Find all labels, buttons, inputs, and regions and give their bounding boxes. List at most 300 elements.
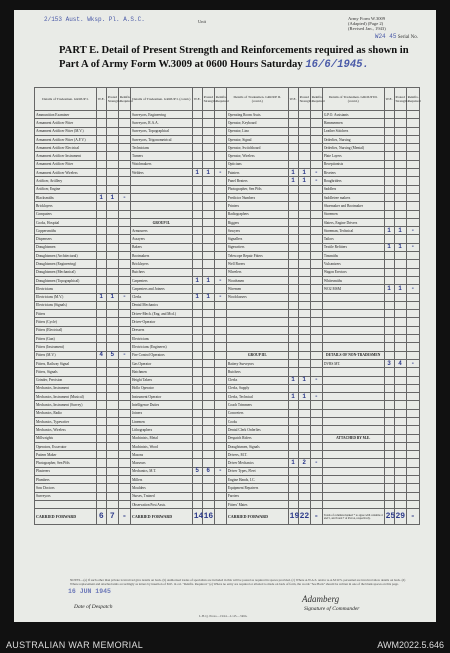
posted-value (394, 310, 406, 318)
reinf-value (214, 252, 226, 260)
posted-value (202, 243, 214, 251)
trade-name: Draughtsmen (Architectural) (35, 252, 97, 260)
trade-name: Hatchmen (130, 368, 192, 376)
trade-name: Drivers, M.T. (226, 451, 288, 459)
posted-value (202, 384, 214, 392)
title-date: 16/6/1945. (305, 59, 369, 71)
trade-name (322, 476, 384, 484)
posted-value (202, 409, 214, 417)
posted-value (106, 227, 118, 235)
we-value: 1 (96, 193, 106, 201)
reinf-value (310, 119, 322, 127)
table-row (35, 260, 420, 268)
title-text: Detail of Present Strength and Reinforcements required as shown in Part A of Army Form W.3009 at 0600 Hours Saturday (59, 45, 409, 70)
reinf-value (406, 185, 419, 193)
table-row (35, 185, 420, 193)
reinf-value (310, 152, 322, 160)
we-value: 4 (96, 351, 106, 359)
we-value (288, 293, 298, 301)
reinf-value (310, 243, 322, 251)
cf-g3-posted: 22 (298, 509, 310, 525)
trade-name (226, 335, 288, 343)
reinf-value (406, 401, 419, 409)
reinf-value (406, 310, 419, 318)
trade-name: Operating Room Assts. (226, 111, 288, 119)
we-value: 1 (192, 169, 202, 177)
reinf-value (310, 301, 322, 309)
posted-value (202, 417, 214, 425)
we-value (96, 276, 106, 284)
reinf-value (406, 426, 419, 434)
carried-forward-label: CARRIED FORWARD (35, 509, 97, 525)
reinf-value (310, 260, 322, 268)
posted-value (298, 193, 310, 201)
posted-value (394, 252, 406, 260)
posted-value (202, 227, 214, 235)
reinf-value: - (406, 359, 419, 367)
posted-value (202, 193, 214, 201)
posted-value (106, 160, 118, 168)
trade-name (322, 343, 384, 351)
trade-name: Armament Artificer Fitter (M.V.) (35, 127, 97, 135)
trade-name: Dispensers (35, 235, 97, 243)
reinf-value (310, 268, 322, 276)
we-value (288, 243, 298, 251)
we-value (192, 326, 202, 334)
trade-name: Moulders (130, 484, 192, 492)
we-value (288, 135, 298, 143)
posted-value (298, 185, 310, 193)
posted-value (202, 326, 214, 334)
trade-name: Photographer, Sen Pfds (35, 459, 97, 467)
trade-name: Equipment Repairers (226, 484, 288, 492)
posted-value (298, 384, 310, 392)
reinf-value: - (118, 351, 130, 359)
reinf-value (214, 484, 226, 492)
trade-name: Electricians (Engineers) (130, 343, 192, 351)
trade-name (322, 401, 384, 409)
trade-name: Saddletree makers (322, 193, 384, 201)
reinf-value (406, 476, 419, 484)
reinf-value (310, 144, 322, 152)
posted-value (202, 119, 214, 127)
reinf-value (310, 335, 322, 343)
we-value (288, 268, 298, 276)
posted-value: 1 (202, 276, 214, 284)
reinf-value (118, 152, 130, 160)
posted-value (394, 119, 406, 127)
we-value (384, 152, 394, 160)
we-value (96, 343, 106, 351)
posted-value (394, 301, 406, 309)
reinf-value (118, 409, 130, 417)
trade-name: Wheelers (226, 268, 288, 276)
reinf-value (310, 417, 322, 425)
reinf-value (214, 260, 226, 268)
trade-name (322, 368, 384, 376)
carried-forward-row (35, 509, 420, 525)
posted-value (394, 326, 406, 334)
posted-value (394, 293, 406, 301)
posted-value (106, 451, 118, 459)
we-value (384, 119, 394, 127)
part-label: PART E. (59, 45, 99, 56)
reinf-value (406, 459, 419, 467)
posted-value (298, 310, 310, 318)
we-value (288, 476, 298, 484)
we-value (192, 160, 202, 168)
reinf-value (214, 451, 226, 459)
posted-value (298, 127, 310, 135)
table-row (35, 343, 420, 351)
we-value (96, 111, 106, 119)
reinf-value (406, 326, 419, 334)
trade-name: Dressers (130, 326, 192, 334)
we-value (384, 500, 394, 508)
we-value (96, 393, 106, 401)
we-value (192, 384, 202, 392)
trade-name: Observation Post Assts. (130, 500, 192, 508)
posted-value (202, 492, 214, 500)
posted-value (394, 235, 406, 243)
reinf-value (118, 368, 130, 376)
group-heading: GROUP III. (226, 351, 288, 359)
reinf-value (310, 218, 322, 226)
we-value (192, 451, 202, 459)
posted-value (394, 351, 406, 359)
reinf-value (214, 417, 226, 425)
group-heading: ATTACHED BY M.E. (322, 434, 384, 442)
col-we: W.E. (384, 88, 394, 111)
table-row (35, 144, 420, 152)
col-reinf: Reinfts. Required (214, 88, 226, 111)
table-row (35, 384, 420, 392)
we-value: 1 (288, 177, 298, 185)
we-value (192, 235, 202, 243)
posted-value (202, 376, 214, 384)
table-row (35, 218, 420, 226)
we-value (96, 384, 106, 392)
posted-value (298, 442, 310, 450)
trade-name: Turners (130, 152, 192, 160)
we-value (384, 268, 394, 276)
posted-value (394, 185, 406, 193)
posted-value (106, 218, 118, 226)
reinf-value (406, 169, 419, 177)
reinf-value (118, 467, 130, 475)
reinf-value (310, 293, 322, 301)
trade-name: Butchers (226, 368, 288, 376)
table-body (35, 111, 420, 509)
we-value (288, 202, 298, 210)
trade-name (130, 193, 192, 201)
cf-g3-reinf: - (310, 509, 322, 525)
reinf-value (214, 351, 226, 359)
we-value (192, 177, 202, 185)
trade-name: Millers (130, 476, 192, 484)
we-value (96, 492, 106, 500)
trade-name: Clerks, Technical (226, 393, 288, 401)
posted-value (106, 144, 118, 152)
table-row (35, 359, 420, 367)
reinf-value (310, 160, 322, 168)
table-row (35, 243, 420, 251)
we-value (96, 177, 106, 185)
we-value (96, 368, 106, 376)
posted-value (394, 484, 406, 492)
trade-name: Height Takers (130, 376, 192, 384)
trade-name: Mechanics, Radio (35, 409, 97, 417)
we-value: 1 (288, 169, 298, 177)
reinf-value (406, 335, 419, 343)
trade-name: Signallers (226, 235, 288, 243)
table-row (35, 459, 420, 467)
trade-name: Coach Trimmers (226, 401, 288, 409)
posted-value (298, 235, 310, 243)
trade-name (322, 310, 384, 318)
posted-value (202, 268, 214, 276)
reinf-value (310, 227, 322, 235)
reinf-value (214, 243, 226, 251)
posted-value (202, 426, 214, 434)
we-value (288, 152, 298, 160)
we-value (384, 193, 394, 201)
reinf-value (118, 177, 130, 185)
unit-label: Unit (198, 19, 207, 24)
trade-name: Grinder, Precision (35, 376, 97, 384)
reinf-value (406, 451, 419, 459)
reinf-value (118, 218, 130, 226)
posted-value: 5 (106, 351, 118, 359)
trade-name: Opticians (226, 160, 288, 168)
reinf-value (310, 326, 322, 334)
we-value (96, 301, 106, 309)
trade-name: Clerks (226, 376, 288, 384)
reinf-value (118, 335, 130, 343)
reinf-value (214, 368, 226, 376)
reinf-value (406, 135, 419, 143)
reinf-value (406, 384, 419, 392)
reinf-value (406, 409, 419, 417)
we-value: 1 (384, 243, 394, 251)
reinf-value (406, 152, 419, 160)
table-row (35, 467, 420, 475)
trade-name: Shoemaker and Bootmaker (322, 202, 384, 210)
trade-name: Surveyors, Trigonometrical (130, 135, 192, 143)
we-value (96, 310, 106, 318)
we-value (192, 252, 202, 260)
we-value (384, 451, 394, 459)
reinf-value (214, 127, 226, 135)
we-value: 1 (384, 227, 394, 235)
trade-name (322, 417, 384, 425)
we-value (288, 218, 298, 226)
trade-name: Farriers (226, 492, 288, 500)
reinf-value: - (310, 393, 322, 401)
reinf-value (406, 484, 419, 492)
table-row (35, 492, 420, 500)
reinf-value (118, 417, 130, 425)
table-row (35, 426, 420, 434)
reinf-value (214, 384, 226, 392)
posted-value (298, 135, 310, 143)
table-row (35, 227, 420, 235)
reinf-value (118, 310, 130, 318)
reinf-value (310, 476, 322, 484)
table-row (35, 318, 420, 326)
table-row (35, 301, 420, 309)
table-row (35, 202, 420, 210)
we-value (384, 177, 394, 185)
reinf-value (310, 202, 322, 210)
trade-name: Painters (226, 169, 288, 177)
cf-g2-reinf (214, 509, 226, 525)
we-value (288, 401, 298, 409)
reinf-value (310, 235, 322, 243)
we-value (288, 144, 298, 152)
commander-signature: Adamberg (302, 594, 340, 604)
we-value: 1 (288, 459, 298, 467)
posted-value (106, 285, 118, 293)
we-value (96, 500, 106, 508)
unit-value: 2/153 Aust. Wksp. Pl. A.S.C. (44, 16, 145, 23)
posted-value (202, 434, 214, 442)
reinf-value (406, 492, 419, 500)
cf-g2-we: 14 (192, 509, 202, 525)
posted-value (394, 393, 406, 401)
posted-value (202, 160, 214, 168)
posted-value (106, 417, 118, 425)
reinf-value: - (118, 293, 130, 301)
posted-value (106, 459, 118, 467)
table-row (35, 401, 420, 409)
posted-value (202, 451, 214, 459)
posted-value (202, 127, 214, 135)
trade-name: Fire Control Operators (130, 351, 192, 359)
reinf-value (214, 285, 226, 293)
we-value (288, 417, 298, 425)
trade-name: Technicians (130, 144, 192, 152)
trade-name: Surveyors (35, 492, 97, 500)
we-value (96, 169, 106, 177)
posted-value: 1 (298, 177, 310, 185)
we-value (192, 185, 202, 193)
trade-name: Draughtsmen (35, 243, 97, 251)
trade-name: Plumbers (35, 476, 97, 484)
reinf-value (406, 293, 419, 301)
table-row (35, 169, 420, 177)
trade-name: Machinists, Metal (130, 434, 192, 442)
trade-name: Telescope Repair Fitters (226, 252, 288, 260)
form-line-2: (Adapted) (Page 2) (348, 21, 384, 27)
posted-value (202, 401, 214, 409)
posted-value (298, 500, 310, 508)
we-value (96, 318, 106, 326)
we-value (96, 442, 106, 450)
trade-name: Storeman, Technical (322, 227, 384, 235)
we-value (384, 384, 394, 392)
reinf-value (310, 492, 322, 500)
we-value (192, 202, 202, 210)
reinf-value (118, 459, 130, 467)
we-value (384, 376, 394, 384)
posted-value (394, 409, 406, 417)
col-reinf: Reinfts. Required (310, 88, 322, 111)
we-value (288, 368, 298, 376)
reinf-value (406, 160, 419, 168)
reinf-value (118, 343, 130, 351)
trade-name (322, 467, 384, 475)
trade-name (130, 210, 192, 218)
date-stamp: 16 JUN 1945 (68, 588, 111, 595)
reinf-value (214, 235, 226, 243)
reinf-value (406, 144, 419, 152)
posted-value (394, 218, 406, 226)
we-value (192, 426, 202, 434)
trade-name: Roughriders (322, 177, 384, 185)
posted-value (298, 426, 310, 434)
we-value (384, 293, 394, 301)
trade-name: Orderlies, Nursing (322, 135, 384, 143)
we-value (288, 426, 298, 434)
reinf-value (118, 301, 130, 309)
posted-value (106, 169, 118, 177)
trade-name: Ammunition Examiner (35, 111, 97, 119)
reinf-value (214, 135, 226, 143)
we-value (288, 484, 298, 492)
we-value (288, 434, 298, 442)
trade-name: Fitters (Cycle) (35, 318, 97, 326)
reinf-value (214, 202, 226, 210)
we-value (192, 243, 202, 251)
reinf-value (406, 376, 419, 384)
posted-value (394, 476, 406, 484)
we-value (96, 227, 106, 235)
posted-value (298, 301, 310, 309)
table-row (35, 135, 420, 143)
trade-name: Artificer, Artillery (35, 177, 97, 185)
posted-value (394, 144, 406, 152)
we-value (192, 310, 202, 318)
we-value (96, 127, 106, 135)
we-value (384, 202, 394, 210)
reinf-value (406, 276, 419, 284)
posted-value: 6 (202, 467, 214, 475)
we-value (96, 285, 106, 293)
col-posted: Posted Strength (298, 88, 310, 111)
trade-name: Mechanics, Typewriter (35, 417, 97, 425)
trade-name: Intelligence Duties (130, 401, 192, 409)
posted-value (106, 260, 118, 268)
we-value (384, 111, 394, 119)
trade-name: Surveyors, Topographical (130, 127, 192, 135)
we-value (192, 434, 202, 442)
posted-value (106, 484, 118, 492)
posted-value (298, 160, 310, 168)
trade-name: Bricklayers (130, 260, 192, 268)
trade-name: Fitters, Signals (35, 368, 97, 376)
reinf-value: - (310, 177, 322, 185)
posted-value (394, 417, 406, 425)
reinf-value (406, 218, 419, 226)
reinf-value (214, 268, 226, 276)
we-value (96, 210, 106, 218)
trade-name: Pattern Maker (35, 451, 97, 459)
we-value (192, 459, 202, 467)
reinf-value (214, 401, 226, 409)
posted-value (202, 144, 214, 152)
reinf-value (406, 417, 419, 425)
